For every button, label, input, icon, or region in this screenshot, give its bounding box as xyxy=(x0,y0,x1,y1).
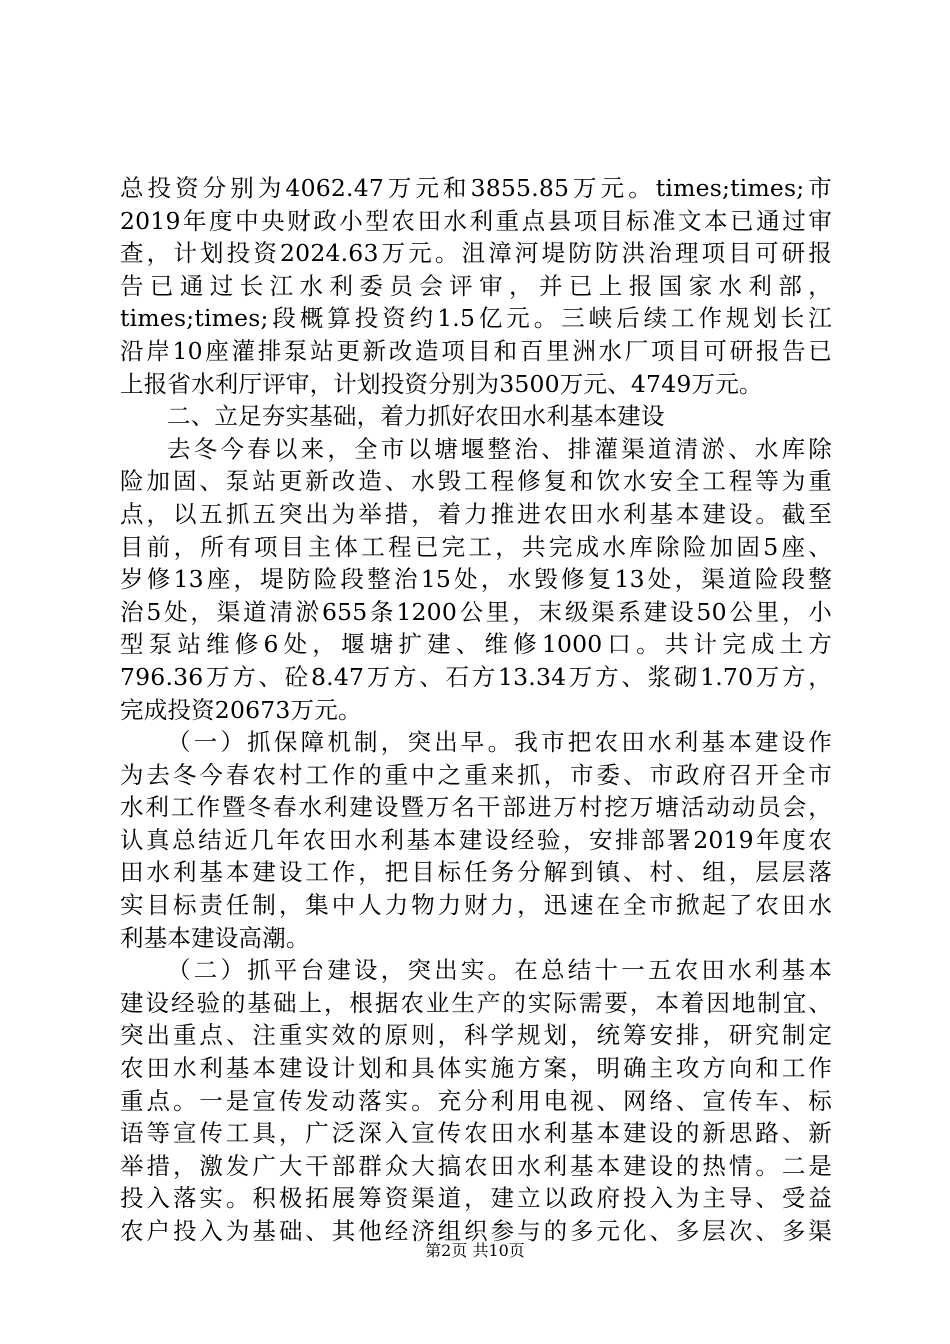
text-line: 查，计划投资2024.63万元。沮漳河堤防防洪治理项目可研报 xyxy=(120,239,832,268)
text-line: 田水利基本建设工作，把目标任务分解到镇、村、组，层层落 xyxy=(120,858,832,887)
text-line: 型泵站维修6处，堰塘扩建、维修1000口。共计完成土方 xyxy=(120,630,832,659)
text-line: 去冬今春以来，全市以塘堰整治、排灌渠道清淤、水库除 xyxy=(167,434,832,463)
text-line: 2019年度中央财政小型农田水利重点县项目标准文本已通过审 xyxy=(120,206,832,235)
text-line: 上报省水利厅评审，计划投资分别为3500万元、4749万元。 xyxy=(120,369,763,398)
text-line: 险加固、泵站更新改造、水毁工程修复和饮水安全工程等为重 xyxy=(120,467,832,496)
section-heading: 二、立足夯实基础，着力抓好农田水利基本建设 xyxy=(167,402,665,431)
text-line: 实目标责任制，集中人力物力财力，迅速在全市掀起了农田水 xyxy=(120,891,832,920)
text-line: 沿岸10座灌排泵站更新改造项目和百里洲水厂项目可研报告已 xyxy=(120,336,832,365)
text-line: 重点。一是宣传发动落实。充分利用电视、网络、宣传车、标 xyxy=(120,1086,832,1115)
text-line: times;times;段概算投资约1.5亿元。三峡后续工作规划长江 xyxy=(120,304,832,333)
text-line: 投入落实。积极拓展筹资渠道，建立以政府投入为主导、受益 xyxy=(120,1184,832,1213)
text-line: 举措，激发广大干部群众大搞农田水利基本建设的热情。二是 xyxy=(120,1151,832,1180)
text-line: 农田水利基本建设计划和具体实施方案，明确主攻方向和工作 xyxy=(120,1054,832,1083)
text-line: 完成投资20673万元。 xyxy=(120,695,362,724)
text-line: 建设经验的基础上，根据农业生产的实际需要，本着因地制宜、 xyxy=(120,988,832,1017)
text-line: 总投资分别为4062.47万元和3855.85万元。times;times;市 xyxy=(120,174,832,202)
text-line: 认真总结近几年农田水利基本建设经验，安排部署2019年度农 xyxy=(120,825,832,854)
text-line: （一）抓保障机制，突出早。我市把农田水利基本建设作 xyxy=(167,728,832,757)
text-line: 告已通过长江水利委员会评审，并已上报国家水利部， xyxy=(120,271,832,300)
text-line: 治5处，渠道清淤655条1200公里，末级渠系建设50公里，小 xyxy=(120,597,832,626)
text-line: 农户投入为基础、其他经济组织参与的多元化、多层次、多渠 xyxy=(120,1217,832,1245)
text-line: 点，以五抓五突出为举措，着力推进农田水利基本建设。截至 xyxy=(120,499,832,528)
text-line: 目前，所有项目主体工程已完工，共完成水库除险加固5座、 xyxy=(120,532,832,561)
text-line: 岁修13座，堤防险段整治15处，水毁修复13处，渠道险段整 xyxy=(120,565,832,594)
document-body xyxy=(120,172,832,1248)
text-line: 利基本建设高潮。 xyxy=(120,923,310,952)
text-line: 为去冬今春农村工作的重中之重来抓，市委、市政府召开全市 xyxy=(120,760,832,789)
page-number-footer: 第2页 共10页 xyxy=(425,1241,525,1260)
text-line: 796.36万方、砼8.47万方、石方13.34万方、浆砌1.70万方， xyxy=(120,662,832,691)
text-line: 水利工作暨冬春水利建设暨万名干部进万村挖万塘活动动员会， xyxy=(120,793,832,822)
text-line: 语等宣传工具，广泛深入宣传农田水利基本建设的新思路、新 xyxy=(120,1119,832,1148)
text-line: （二）抓平台建设，突出实。在总结十一五农田水利基本 xyxy=(167,956,832,985)
text-line: 突出重点、注重实效的原则，科学规划，统筹安排，研究制定 xyxy=(120,1021,832,1050)
